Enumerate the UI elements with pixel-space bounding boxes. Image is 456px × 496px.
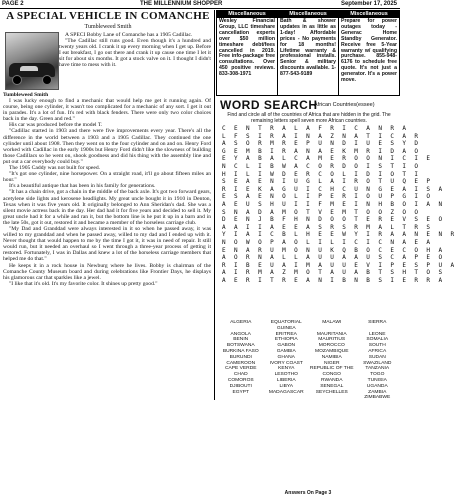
word-list-item: DJIBOUTI	[229, 383, 252, 389]
ad-text: Bath & shower updates in as little as 1-day! Affordable prices - No payments for 18 months! Lifetime warranty & professional installs. Senior & military discounts available. 1-877-543-9189	[280, 18, 336, 78]
article-paragraph: "Cadillac started in 1903 and there were five improvements every year. There's all the difference in the world between a 1903 and a 1905 Cadillac. They continued the one cylinder until about 1908. Then they went on to the four cylinder and on and on. Henry Ford worked with Cadillac in the early 1900s but Henry Ford didn't like the slowness of building those Cadillacs so he went on, shook goodness and did his thing with the assembly line and put out a car everybody could buy."	[3, 128, 211, 165]
word-list-item: SENEGAL	[320, 383, 344, 389]
photo-caption: Tumbleweed Smith	[3, 92, 49, 98]
ad-text: Wesley Financial Group, LLC timeshare cancellation experts over $50 million timeshare debt/fees cancelled in 2019. Free info-package free consultations. Over 450 positive reviews. 833-308-1971	[219, 18, 275, 78]
grid-row: E S A E N O L I P E R I O U P G I O	[222, 193, 433, 201]
word-search	[216, 98, 456, 496]
word-list-item: KENYA	[278, 366, 295, 372]
word-list-item: NAMIBIA	[321, 354, 342, 360]
article-byline: Tumbleweed Smith	[84, 24, 132, 30]
ad-heading: Miscellaneous	[339, 11, 399, 18]
word-list-item: ALGERIA	[230, 320, 252, 325]
word-list-item: MOROCCO	[318, 343, 345, 349]
grid-row: A A I I A E E A S R S R M A L T R S	[222, 223, 433, 231]
article-paragraph: "The Cadillac still runs good. Even though it's a hundred and twenty years old. I crank it up every morning when I get up. Before I eat breakfast, I go out there and crank it up cause one time I let it sit for about six months. It got a stock valve on it. I thought I didn't have time to mess with it.	[59, 38, 211, 69]
grid-row: A I R M A Z M O T A U A B T S H T O S	[222, 269, 445, 277]
article-paragraph: His car was produced before the model T.	[9, 122, 103, 129]
word-list-item: UGANDA	[366, 383, 388, 389]
word-list-item: SWAZILAND	[363, 360, 392, 366]
word-list-item: SIERRA	[368, 320, 387, 325]
word-list-item: SUDAN	[368, 354, 386, 360]
word-list-item: RWANDA	[321, 377, 343, 383]
word-search-title: WORD SEARCH	[220, 98, 318, 112]
article-title: A SPECIAL VEHICLE IN COMANCHE	[6, 10, 210, 22]
article-body	[3, 98, 211, 287]
grid-row: N O W O P A O L I L I C I C N A E A	[222, 238, 433, 246]
issue-date: September 17, 2025	[340, 0, 397, 7]
article-paragraph: "I like that it's old. It's my favorite color. It shines up pretty good."	[9, 280, 158, 287]
word-list-item: MOZAMBIQUE	[315, 348, 349, 354]
word-list-item: LIBERIA	[276, 377, 296, 383]
word-list-item: CONGO	[322, 372, 341, 378]
grid-row: D E N J B F H N D O O T E R E V S E O	[222, 216, 445, 224]
car-wheel-back	[42, 75, 52, 85]
classified-ad	[277, 10, 339, 96]
article-paragraph: The 1905 Caddy was not built for speed.	[9, 165, 101, 172]
grid-row: H I L I W D E R C O L I D I O T I	[222, 170, 421, 178]
word-list-item: TANZANIA	[365, 366, 390, 372]
article-column	[0, 10, 213, 400]
word-search-instructions: Find and circle all of the countries of Africa that are hidden in the grid. The remaining letters spell seven more African countries.	[227, 112, 391, 124]
word-list-item: LEONE	[368, 331, 386, 337]
word-list-item: ZAMBIA	[368, 389, 387, 395]
word-list-item	[309, 395, 355, 401]
word-list-item: EQUATORIAL GUINEA	[270, 320, 302, 331]
word-list-item: ANGOLA	[230, 331, 251, 337]
word-list-item: CAMEROON	[226, 360, 256, 366]
word-list-item: ZIMBABWE	[364, 395, 391, 401]
word-list-item: ERITREA	[275, 331, 297, 337]
page-header	[0, 0, 400, 9]
word-list-item: TUNISIA	[367, 377, 387, 383]
word-list-item: BOTSWANA	[226, 343, 255, 349]
word-list-item: LESOTHO	[274, 372, 298, 378]
article-paragraph: "My Dad and Granddad were always interested in it so when he passed away, it was willed to my granddad and when he passed away, willed to my dad and I ended up with it. Never thought that would happen to me by the time I got it, it was in need of repair. It still would run, but it needed an overhaul so I went through a three-year process of getting it restored. Fortunately, I was in Dallas and knew a lot of the horseless carriage members that helped me do that."	[3, 225, 211, 263]
word-list-item	[218, 395, 264, 401]
grid-row: A O R N A L L A U U A A U S C A P E O	[222, 254, 445, 262]
column-divider	[214, 10, 215, 400]
article-paragraph: "It has a chain drive, got a chain in the middle of the back axle. It's got two forward gears, acetylene side lights and kerosene headlights. My great uncle bought it in 1910 in Denton, Texas when it was five years old. It originally belonged to Ann Sheridan's dad. She was a silent movie actress back in the day. Her dad had it for five years and decided to sell it. My great uncle had it for a while and ran it, but the bottom line is he put it up in a barn and in the late 50s, got it out, restored it and became a member of the horseless carriage club.	[3, 189, 211, 226]
grid-row: E Y A B A L C A M E R O O N I C I E	[222, 155, 433, 163]
article-paragraph: It's a beautiful antique that has been in his family for generations.	[9, 183, 156, 190]
word-search-subtitle: African Countries(essee)	[314, 102, 375, 108]
ad-heading: Miscellaneous	[217, 11, 277, 18]
grid-row: C E N T R A L A F R I C A N R A	[222, 125, 409, 132]
answers-note: Answers On Page 3	[284, 490, 332, 496]
word-list-item: AFRICA	[368, 348, 387, 354]
article-paragraph: A SPECI Bobby Lane of Comanche has a 1905 Cadillac.	[65, 32, 193, 38]
word-list-item: GHANA	[277, 354, 295, 360]
word-list-item: MADAGASCAR	[268, 389, 304, 395]
grid-row: R I E K A G U I C H C U N G E A I S A	[222, 185, 445, 193]
word-list-item: TOGO	[370, 372, 385, 378]
word-list-item: CAPE VERDE	[224, 366, 257, 372]
word-list-item: REPUBLIC OF THE	[309, 366, 354, 372]
grid-row: G E M B I R A N A E K M R I D A O	[222, 147, 421, 155]
article-intro	[59, 32, 211, 69]
article-paragraph: "It's got one cylinder, nine horsepower. On a straight road, it'll go about fifteen miles an hour."	[3, 171, 211, 184]
word-list-item: ETHIOPIA	[274, 337, 298, 343]
grid-row: S N A D A M O T V E M T O O Z O O	[222, 208, 421, 216]
car-wheel-front	[12, 75, 22, 85]
word-list-item: LIBYA	[279, 383, 293, 389]
car-photo	[5, 32, 59, 90]
word-list-item: SOMALIA	[366, 337, 389, 343]
grid-row: E N A R U M O N U K Q B O C E C O H A	[222, 246, 445, 254]
ad-heading: Miscellaneous	[278, 11, 338, 18]
classified-ad	[216, 10, 278, 96]
word-list-item: GABON	[277, 343, 296, 349]
grid-row: A E U S H U I I F M E I N H B O I A N	[222, 200, 445, 208]
letter-grid	[222, 125, 456, 284]
ad-text: Prepare for power outages today - Generac Home Standby Generator. Receive free 5-Year warranty w/ qualifying purchase. 855-948-6176 to schedule free quote. It's not just a generator. It's a power move.	[341, 18, 397, 84]
word-list-item: BURUNDI	[229, 354, 252, 360]
grid-row: N C L I B W A C O R D O I S T I O	[222, 162, 421, 170]
word-list-item: MALAWI	[322, 320, 342, 325]
grid-row: A E R I T R E A N I B N B S I E R R A	[222, 276, 445, 284]
word-list-item: GAMBIA	[276, 348, 296, 354]
grid-row: Y I A I C B L H E E W Y I R A A N E N R	[222, 231, 456, 239]
word-list-item: SOUTH	[368, 343, 386, 349]
article-paragraph: I was lucky enough to find a mechanic that would help me get it running again. Of course, being one cylinder, it wasn't too complicated for a mechanic of any sort. I get it out in parades. It's a lot of fun. It's red with black fenders. There were only two color choices back in the day. Green and red."	[3, 98, 211, 123]
word-list-item: SEYCHELLES	[315, 389, 348, 395]
grid-row: S E A E N I U G L A I R O T U Q E P	[222, 178, 433, 186]
page-number: PAGE 2	[2, 0, 24, 7]
word-list-item: IVORY COAST	[269, 360, 303, 366]
word-list-item: COMOROS	[227, 377, 254, 383]
article-paragraph: He keeps it in a rock house in Newburg where he lives. Bobby is chairman of the Comanche County Museum board and during celebrations like Frontier Days, he displays his glamorous car that sparkles like a jewel.	[3, 262, 211, 281]
right-column	[216, 10, 456, 496]
word-list	[218, 320, 400, 401]
word-list-item	[264, 395, 310, 401]
word-list-item: BENIN	[233, 337, 249, 343]
word-list-item: NIGER	[324, 360, 340, 366]
word-list-item: CHAD	[233, 372, 248, 378]
word-list-item: MAURITIUS	[318, 337, 346, 343]
word-list-item: BURKINA FASO	[222, 348, 259, 354]
grid-row: A S O R M R E P U N D I U E S Y D	[222, 140, 421, 148]
car-window	[20, 66, 38, 71]
paper-name: THE MILLENNIUM SHOPPER	[140, 0, 223, 7]
grid-row: R I B E U A I M A U U E V I P E S P U A	[222, 261, 456, 269]
word-list-item: MAURITANIA	[316, 331, 347, 337]
classified-ad	[338, 10, 400, 96]
word-list-item: EGYPT	[232, 389, 250, 395]
grid-row: L F S I R A I N A Z N A T I C A R	[222, 132, 421, 140]
